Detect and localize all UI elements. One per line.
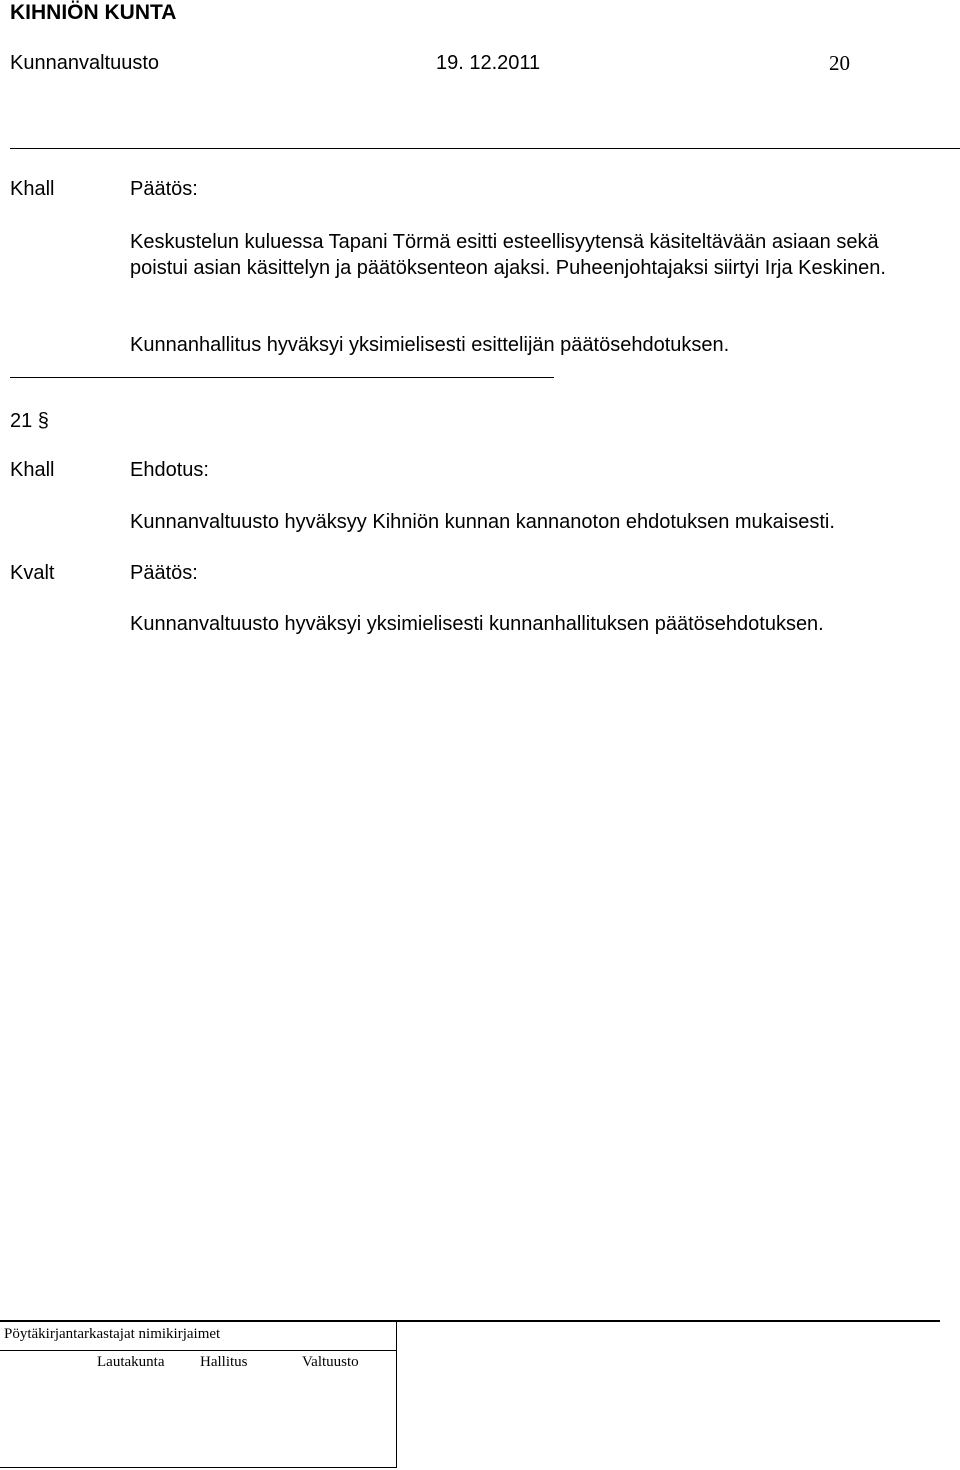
- proposal-label: Ehdotus:: [130, 459, 209, 481]
- initials-column-hallitus: Hallitus: [200, 1354, 248, 1370]
- initials-box: [0, 1322, 397, 1468]
- kvalt-label: Kvalt: [10, 562, 55, 584]
- decision-label: Päätös:: [130, 178, 198, 200]
- khall-label: Khall: [10, 178, 55, 200]
- initials-row-separator: [0, 1350, 397, 1351]
- khall-label: Khall: [10, 459, 55, 481]
- page-number: 20: [829, 51, 850, 75]
- initials-column-valtuusto: Valtuusto: [302, 1354, 359, 1370]
- section-divider: [10, 377, 554, 378]
- meeting-date: 19. 12.2011: [436, 52, 541, 74]
- decision-paragraph: Kunnanhallitus hyväksyi yksimielisesti esittelijän päätösehdotuksen.: [130, 334, 730, 356]
- section-number: 21 §: [10, 410, 49, 432]
- header-divider: [10, 148, 960, 149]
- proposal-text: Kunnanvaltuusto hyväksyy Kihniön kunnan kannanoton ehdotuksen mukaisesti.: [130, 511, 835, 533]
- initials-title: Pöytäkirjantarkastajat nimikirjaimet: [4, 1326, 221, 1342]
- initials-column-lautakunta: Lautakunta: [97, 1354, 165, 1370]
- decision-paragraph: Keskustelun kuluessa Tapani Törmä esitti esteellisyytensä käsiteltävään asiaan sekä poistui asian käsittelyn ja päätöksenteon ajaksi. Puheenjohtajaksi siirtyi Irja Keskinen.: [130, 231, 886, 279]
- organization-name: KIHNIÖN KUNTA: [10, 1, 177, 24]
- decision-label: Päätös:: [130, 562, 198, 584]
- body-name: Kunnanvaltuusto: [10, 52, 160, 74]
- decision-text: Kunnanvaltuusto hyväksyi yksimielisesti kunnanhallituksen päätösehdotuksen.: [130, 613, 824, 635]
